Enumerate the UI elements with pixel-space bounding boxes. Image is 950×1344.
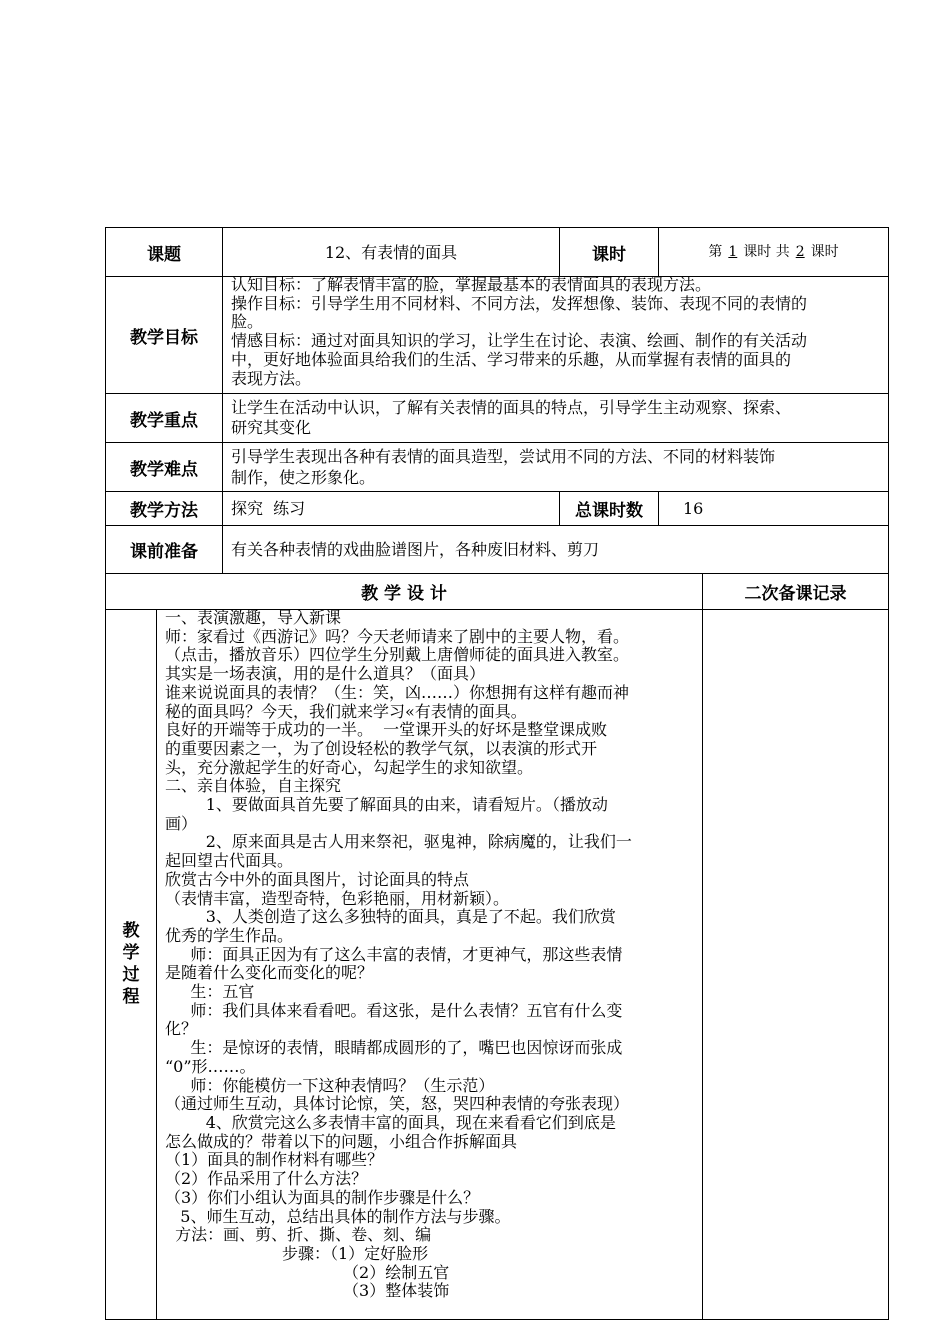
grid-label-col: [222, 227, 223, 573]
process-line: “0”形……。: [165, 1056, 256, 1076]
topic-value: 12、有表情的面具: [324, 242, 458, 262]
process-line: （1）面具的制作材料有哪些？: [165, 1150, 384, 1170]
goals-line: 情感目标：通过对面具知识的学习，让学生在讨论、表演、绘画、制作的有关活动: [231, 331, 808, 351]
goals-line: 脸。: [231, 312, 264, 332]
notes-title: 二次备课记录: [744, 584, 847, 604]
key-points-line: 让学生在活动中认识，了解有关表情的面具的特点，引导学生主动观察、探索、: [231, 398, 792, 417]
process-line: 秘的面具吗？今天，我们就来学习«有表情的面具。: [165, 701, 527, 721]
method-label: 教学方法: [130, 501, 198, 521]
process-line: 其实是一场表演，用的是什么道具？（面具）: [165, 664, 486, 684]
process-line: （3）你们小组认为面具的制作步骤是什么？: [165, 1187, 480, 1207]
process-line: 方法：画、剪、折、撕、卷、刻、编: [165, 1225, 432, 1245]
process-line: 起回望古代面具。: [165, 851, 294, 871]
notes-area: [703, 610, 888, 1319]
process-line: （2）绘制五官: [165, 1262, 450, 1282]
process-label-char: 教: [122, 921, 140, 941]
method-value: 探究 练习: [231, 499, 306, 518]
process-line: 谁来说说面具的表情？（生：笑，凶……）你想拥有这样有趣而神: [165, 682, 630, 702]
process-line: 化？: [165, 1019, 198, 1039]
key-points-label: 教学重点: [130, 410, 198, 431]
grid-bottom: [105, 1319, 889, 1320]
preparation-value: 有关各种表情的戏曲脸谱图片，各种废旧材料、剪刀: [231, 540, 600, 559]
grid-process-label-col: [156, 609, 157, 1319]
goals-text: [231, 276, 883, 388]
process-line: 1、要做面具首先要了解面具的由来，请看短片。（播放动: [165, 795, 608, 815]
key-points-text: [231, 398, 883, 438]
process-line: （通过师生互动，具体讨论惊，笑，怒，哭四种表情的夸张表现）: [165, 1094, 630, 1114]
difficulties-line: 制作，使之形象化。: [231, 468, 376, 487]
period-total: 2: [795, 243, 805, 260]
process-line: （3）整体装饰: [165, 1281, 450, 1301]
process-line: 头，充分激起学生的好奇心，勾起学生的求知欲望。: [165, 757, 534, 777]
total-periods-value: 16: [683, 499, 704, 518]
process-line: 二、亲自体验，自主探究: [165, 776, 342, 796]
difficulties-text: [231, 446, 883, 488]
process-line: 师：家看过《西游记》吗？今天老师请来了剧中的主要人物，看。: [165, 626, 630, 646]
process-label-char: 学: [122, 943, 140, 963]
grid-right: [888, 227, 889, 1319]
process-line: 的重要因素之一，为了创设轻松的教学气氛，以表演的形式开: [165, 738, 598, 758]
process-line: 2、原来面具是古人用来祭祀，驱鬼神，除病魔的，让我们一: [165, 832, 632, 852]
process-text: [165, 609, 700, 1301]
design-title: 教 学 设 计: [361, 584, 447, 604]
process-line: （表情丰富，造型奇特，色彩艳丽，用材新颖）。: [165, 888, 510, 908]
process-line: 生：是惊讶的表情，眼睛都成圆形的了，嘴巴也因惊讶而张成: [165, 1038, 623, 1058]
process-line: 步骤：（1）定好脸形: [165, 1243, 429, 1263]
period-prefix: 第: [708, 243, 723, 260]
period-current: 1: [728, 243, 738, 260]
process-line: 师：面具正因为有了这么丰富的表情，才更神气，那这些表情: [165, 944, 623, 964]
goals-line: 认知目标：了解表情丰富的脸，掌握最基本的表情面具的表现方法。: [231, 275, 712, 294]
process-line: 师：我们具体来看看吧。看这张，是什么表情？五官有什么变: [165, 1000, 623, 1020]
period-value: [659, 228, 888, 276]
process-line: （点击，播放音乐）四位学生分别戴上唐僧师徒的面具进入教室。: [165, 645, 630, 665]
process-line: 怎么做成的？带着以下的问题，小组合作拆解面具: [165, 1131, 518, 1151]
key-points-line: 研究其变化: [231, 418, 312, 437]
topic-label: 课题: [147, 244, 181, 265]
process-label-char: 过: [122, 965, 140, 985]
preparation-label: 课前准备: [130, 542, 198, 562]
process-line: 欣赏古今中外的面具图片，讨论面具的特点: [165, 869, 470, 889]
grid-method-col2: [658, 491, 659, 525]
goals-label: 教学目标: [130, 327, 198, 348]
process-line: 良好的开端等于成功的一半。 一堂课开头的好坏是整堂课成败: [165, 720, 608, 740]
difficulties-line: 引导学生表现出各种有表情的面具造型，尝试用不同的方法、不同的材料装饰: [231, 447, 776, 466]
process-label: [106, 920, 156, 1008]
process-line: 优秀的学生作品。: [165, 925, 294, 945]
period-label: 课时: [592, 244, 626, 265]
process-line: 5、师生互动，总结出具体的制作方法与步骤。: [165, 1206, 511, 1226]
process-line: 4、欣赏完这么多表情丰富的面具，现在来看看它们到底是: [165, 1112, 616, 1132]
goals-line: 操作目标：引导学生用不同材料、不同方法，发挥想像、装饰、表现不同的表情的: [231, 293, 808, 313]
period-suffix: 课时: [810, 243, 839, 260]
goals-line: 表现方法。: [231, 368, 312, 388]
period-mid: 课时 共: [743, 243, 790, 260]
goals-line: 中，更好地体验面具给我们的生活、学习带来的乐趣，从而掌握有表情的面具的: [231, 349, 792, 369]
process-line: 生：五官: [165, 982, 255, 1002]
total-periods-label: 总课时数: [575, 501, 643, 521]
process-line: （2）作品采用了什么方法？: [165, 1169, 368, 1189]
process-line: 3、人类创造了这么多独特的面具，真是了不起。我们欣赏: [165, 907, 616, 927]
process-line: 师：你能模仿一下这种表情吗？（生示范）: [165, 1075, 495, 1095]
process-line: 是随着什么变化而变化的呢？: [165, 963, 374, 983]
difficulties-label: 教学难点: [130, 459, 198, 480]
process-label-char: 程: [122, 987, 140, 1007]
process-line: 一、表演激趣，导入新课: [165, 608, 342, 627]
process-line: 画）: [165, 813, 198, 833]
